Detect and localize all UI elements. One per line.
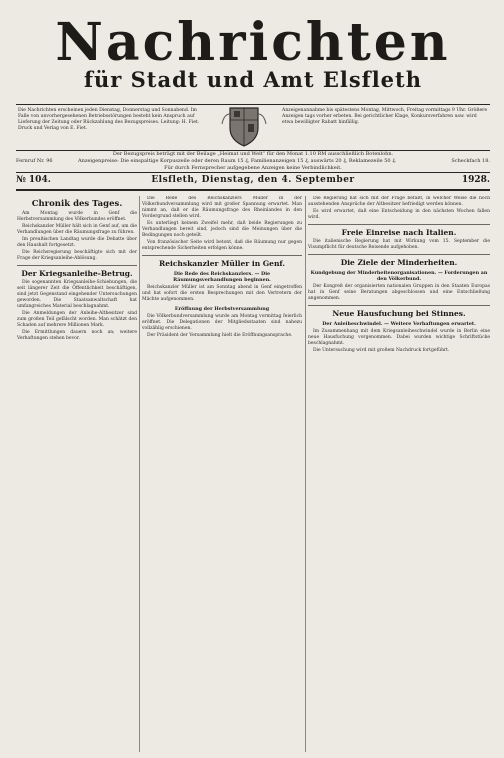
paragraph: Am Montag wurde in Genf die Herbstversammlung des Völkerbundes eröffnet.: [17, 211, 137, 222]
paragraph: Im Zusammenhang mit dem Kriegsanleiheschwindel wurde in Berlin eine neue Hausfuchung vorgenommen. Dabei wurden wichtige Schriftstücke beschlagnahmt.: [308, 329, 490, 346]
section-divider: [308, 224, 490, 225]
section-divider: [308, 305, 490, 306]
paragraph: Von französischer Seite wird betont, daß die Räumung nur gegen entsprechende Sicherheiten erfolgen könne.: [142, 240, 302, 251]
section-divider: [142, 255, 302, 256]
price-strip: Der Bezugspreis beträgt mit der Beilage „Heimat und Welt“ für den Monat 1.10 RM ausschließlich Botenlohn.: [112, 151, 394, 157]
paragraph: Die Untersuchung wird mit großem Nachdruck fortgeführt.: [313, 348, 450, 353]
dateline: [16, 172, 490, 188]
headline-chronik: Chronik des Tages.: [31, 199, 123, 209]
headline-italien: Freie Einreise nach Italien.: [341, 228, 457, 237]
phone-notice: Für durch Fernsprecher aufgegebene Anzeigen keine Verbindlichkeit.: [164, 165, 342, 171]
subheadline: Die Rede des Reichskanzlers. — Die Räumungsverhandlungen beginnen.: [173, 271, 271, 283]
column-divider: [305, 196, 306, 752]
phone-number: Fernruf Nr. 96: [16, 158, 53, 164]
info-advertising: Anzeigenannahme bis spätestens Montag, Mittwoch, Freitag vormittags 9 Uhr. Größere Anzeigen tags vorher erbeten. Bei gerichtlicher Klage, Konkursverfahren usw. wird etwa bewilligter Rabatt hinfällig.: [282, 108, 488, 125]
headline-kriegsanleihe: Der Kriegsanleihe-Betrug.: [21, 269, 133, 278]
paragraph: Die Anmeldungen der Anleihe-Altbesitzer sind zum großen Teil gefälscht worden. Man schätzt den Schaden auf mehrere Millionen Mark.: [17, 311, 137, 328]
paragraph: Die Reichsregierung beschäftigte sich mit der Frage der Kriegsanleihe-Ablösung.: [17, 250, 137, 261]
dateline-rule: [16, 189, 490, 191]
masthead: [18, 12, 488, 92]
column-2: [142, 196, 302, 752]
paragraph: Reichskanzler Müller hält sich in Genf auf, um die Verhandlungen über die Räumungsfrage zu führen.: [17, 224, 137, 235]
paragraph: Es wird erwartet, daß eine Entscheidung in den nächsten Wochen fallen wird.: [308, 209, 490, 220]
post-box: Scheckfach 18.: [451, 158, 490, 164]
section-divider: [308, 254, 490, 255]
headline-stinnes: Neue Hausfuchung bei Stinnes.: [332, 309, 466, 318]
paragraph: Der Präsident der Versammlung hielt die Eröffnungsansprache.: [147, 333, 293, 338]
coat-of-arms-icon: [218, 104, 270, 148]
subheadline: Eröffnung der Herbstversammlung: [174, 306, 270, 312]
issue-year: 1928.: [461, 175, 490, 185]
ad-price-strip: [16, 158, 490, 165]
ad-prices: Anzeigenpreise: Die einspaltige Korpuszeile oder deren Raum 15 ₰, Familienanzeigen 15 ₰, auswärts 20 ₰, Reklamezeile 50 ₰.: [78, 158, 397, 164]
issue-place-date: Elsfleth, Dienstag, den 4. September: [151, 175, 355, 185]
subheadline: Der Anleiheschwindel. — Weitere Verhaftungen erwartet.: [322, 321, 476, 327]
masthead-title: Nachrichten: [55, 12, 451, 73]
section-divider: [17, 265, 137, 266]
paragraph: Die Regierung hat sich mit der Frage befaßt, in welcher Weise die noch ausstehenden Ansprüche der Altbesitzer befriedigt werden können.: [308, 196, 490, 207]
subheadline: Kundgebung der Minderheitenorganisationen. — Forderungen an den Völkerbund.: [310, 270, 488, 282]
paragraph: Die Völkerbundversammlung wurde am Montag vormittag feierlich eröffnet. Die Delegationen der Mitgliedsstaaten sind nahezu vollzählig erschienen.: [142, 314, 302, 331]
paragraph: Reichskanzler Müller ist am Sonntag abend in Genf eingetroffen und hat sofort die ersten Besprechungen mit den Vertretern der Mächte aufgenommen.: [142, 285, 302, 302]
paragraph: Der Kongreß der organisierten nationalen Gruppen in den Staaten Europas hat in Genf seine Beratungen abgeschlossen und eine Entschließung angenommen.: [308, 284, 490, 301]
headline-minderheiten: Die Ziele der Minderheiten.: [340, 258, 458, 267]
info-publication: Die Nachrichten erscheinen jeden Dienstag, Donnerstag und Sonnabend. Im Falle von unvorhergesehenen Betriebsstörungen besteht kein Anspruch auf Lieferung der Zeitung oder Rückzahlung des Bezugspreises. Leitung: H. Fiet. Druck und Verlag von E. Fiet.: [18, 108, 200, 131]
headline-mueller-genf: Reichskanzler Müller in Genf.: [159, 259, 285, 268]
paragraph: Die sogenannten Kriegsanleihe-Schiebungen, die seit längerer Zeit die Öffentlichkeit beschäftigen, sind jetzt Gegenstand eingehender Untersuchungen geworden. Die Staatsanwaltschaft hat umfangreiches Material beschlagnahmt.: [17, 280, 137, 309]
column-1: [17, 196, 137, 752]
paragraph: Die Ermittlungen dauern noch an; weitere Verhaftungen stehen bevor.: [17, 330, 137, 341]
paragraph: Im preußischen Landtag wurde die Debatte über den Haushalt fortgesetzt.: [17, 237, 137, 248]
issue-number: № 104.: [16, 175, 51, 185]
paragraph: Die Rede des Reichskanzlers Müller in der Völkerbundversammlung wird mit großer Spannung erwartet. Man nimmt an, daß er die Räumungsfrage des Rheinlandes in den Vordergrund stellen wird.: [142, 196, 302, 219]
paragraph: Die italienische Regierung hat mit Wirkung vom 15. September die Visumpflicht für deutsche Reisende aufgehoben.: [308, 239, 490, 250]
paragraph: Es unterliegt keinem Zweifel mehr, daß beide Regierungen zu Verhandlungen bereit sind, jedoch sind die Meinungen über die Bedingungen noch geteilt.: [142, 221, 302, 238]
column-3: [308, 196, 490, 752]
column-divider: [139, 196, 140, 752]
masthead-subtitle: für Stadt und Amt Elsfleth: [83, 67, 423, 92]
